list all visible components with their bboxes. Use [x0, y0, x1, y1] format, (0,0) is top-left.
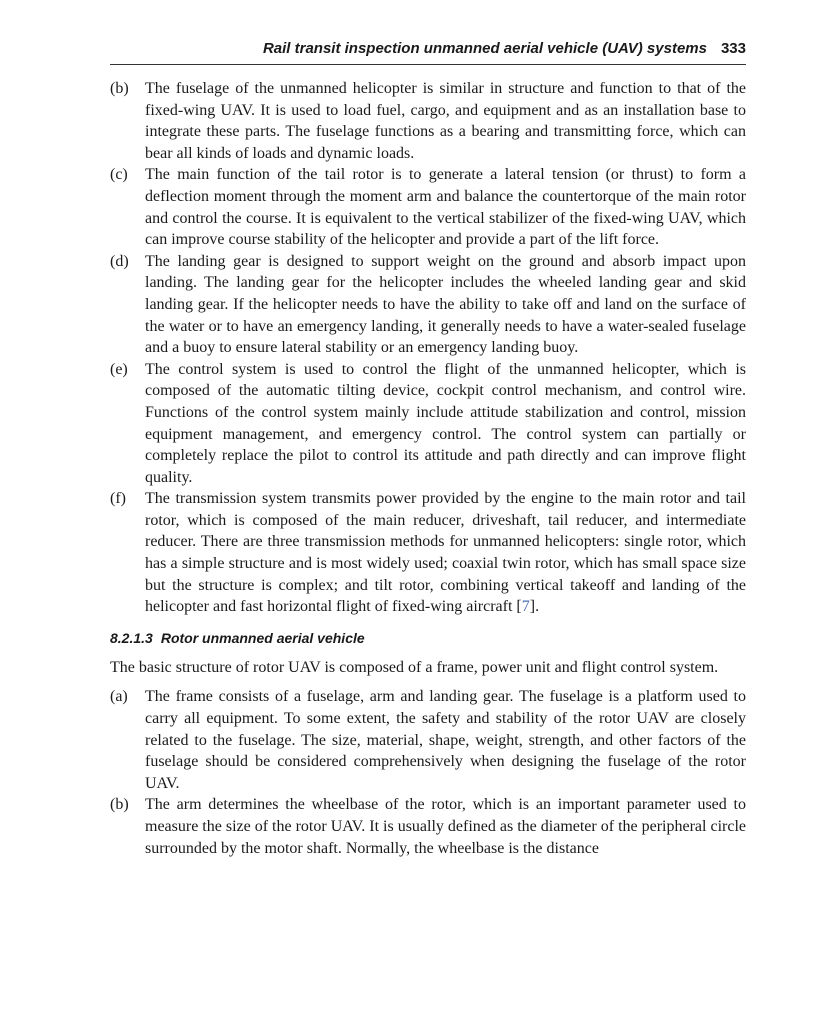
helicopter-components-list [110, 78, 746, 618]
list-item-text: The arm determines the wheelbase of the rotor, which is an important parameter used to measure the size of the rotor UAV. It is usually defined as the diameter of the peripheral circle surrounded by the motor shaft. Normally, the wheelbase is the distance [145, 796, 746, 857]
list-item [110, 686, 746, 794]
list-item-text [145, 488, 746, 618]
list-item-text: The frame consists of a fuselage, arm and landing gear. The fuselage is a platform used to carry all equipment. To some extent, the safety and stability of the rotor UAV are closely related to the fuselage. The size, material, shape, weight, strength, and other factors of the fuselage should be considered comprehensively when designing the fuselage of the rotor UAV. [145, 688, 746, 792]
list-item [110, 488, 746, 618]
list-item [110, 251, 746, 359]
rotor-components-list [110, 686, 746, 859]
running-head [110, 40, 746, 57]
list-item-label: (d) [110, 252, 129, 270]
page-body [110, 78, 746, 859]
list-item [110, 359, 746, 489]
running-title: Rail transit inspection unmanned aerial vehicle (UAV) systems [262, 40, 707, 57]
list-item-label: (f) [110, 490, 126, 508]
section-heading [110, 628, 746, 649]
list-item-text: The main function of the tail rotor is to generate a lateral tension (or thrust) to form a deflection moment through the moment arm and balance the countertorque of the main rotor and control the course. It is equivalent to the vertical stabilizer of the fixed-wing UAV, which can improve course stability of the helicopter and provide a part of the lift force. [145, 166, 746, 249]
list-item-label: (e) [110, 360, 128, 378]
list-item-label: (b) [110, 80, 129, 97]
list-item [110, 164, 746, 250]
reference-link[interactable]: 7 [521, 598, 530, 616]
list-item-text: The landing gear is designed to support weight on the ground and absorb impact upon landing. The landing gear for the helicopter includes the wheeled landing gear and skid landing gear. If the helicopter needs to have the ability to take off and land on the surface of the water or to have an emergency landing, it generally needs to have a water-sealed fuselage and a buoy to ensure lateral stability or an emergency landing buoy. [145, 252, 746, 357]
list-item [110, 794, 746, 859]
list-item-text-body: The transmission system transmits power provided by the engine to the main rotor and tail rotor, which is composed of the main reducer, driveshaft, tail reducer, and intermediate reducer. There are three transmission methods for unmanned helicopters: single rotor, which has a simple structure and is most widely used; coaxial twin rotor, which has small space size but the structure is complex; and tilt rotor, combining vertical takeoff and landing of the helicopter and fast horizontal flight of fixed-wing aircraft [ [145, 490, 746, 616]
list-item-label: (a) [110, 688, 128, 706]
header-rule [110, 64, 746, 65]
list-item-label: (b) [110, 796, 129, 814]
intro-paragraph: The basic structure of rotor UAV is composed of a frame, power unit and flight control system. [110, 658, 719, 676]
page-number: 333 [720, 40, 746, 57]
section-title: Rotor unmanned aerial vehicle [160, 629, 365, 646]
list-item-text: The fuselage of the unmanned helicopter is similar in structure and function to that of the fixed-wing UAV. It is used to load fuel, cargo, and equipment and as an installation base to integrate these parts. The fuselage functions as a bearing and transmitting force, which can bear all kinds of loads and dynamic loads. [145, 80, 746, 162]
list-item [110, 78, 746, 164]
list-item-text: The control system is used to control the flight of the unmanned helicopter, which is composed of the automatic tilting device, cockpit control mechanism, and control wire. Functions of the control system mainly include attitude stabilization and control, mission equipment management, and emergency control. The control system can partially or completely replace the pilot to control its attitude and path directly and can improve flight quality. [145, 360, 746, 486]
section-number: 8.2.1.3 [110, 629, 153, 646]
list-item-label: (c) [110, 166, 128, 184]
list-item-text-tail: ]. [529, 598, 540, 616]
